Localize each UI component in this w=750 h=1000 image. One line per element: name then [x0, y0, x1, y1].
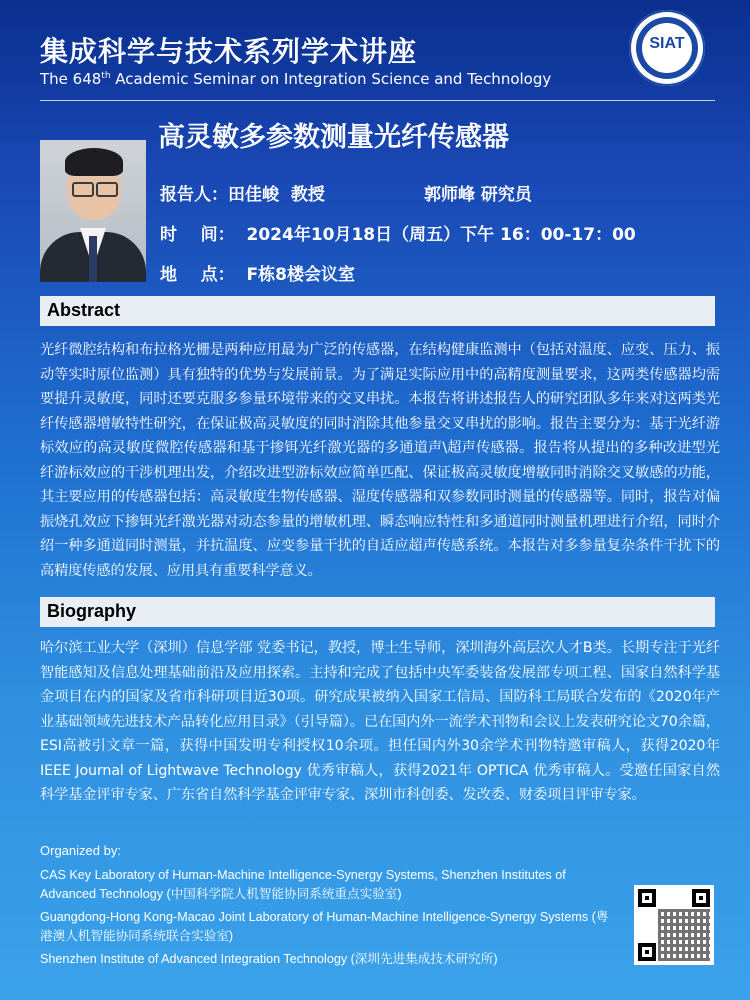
- series-sub-post: Academic Seminar on Integration Science and Technology: [110, 70, 552, 88]
- abstract-heading-bar: [40, 296, 715, 326]
- time-line: 时 间： 2024年10月18日（周五）下午 16：00-17：00: [160, 225, 636, 245]
- series-sub-pre: The 648: [40, 70, 102, 88]
- biography-heading-bar: [40, 597, 715, 627]
- biography-text: 哈尔滨工业大学（深圳）信息学部 党委书记，教授，博士生导师，深圳海外高层次人才B类。长期专注于光纤智能感知及信息处理基础前沿及应用探索。主持和完成了包括中央军委装备发展部专项工程、国家自然科学基金项目在内的国家及省市科研项目近30项。研究成果被纳入国家工信局、国防科工局联合发布的《2020年产业基础领域先进技术产品转化应用目录》（引导篇）。已在国内外一流学术刊物和会议上发表研究论文70余篇，ESI高被引文章一篇，获得中国发明专利授权10余项。担任国内外30余学术刊物特邀审稿人，获得2020年IEEE Journal of Lightwave Technology 优秀审稿人，获得2021年 OPTICA 优秀审稿人。受邀任国家自然科学基金评审专家、广东省自然科学基金评审专家、深圳市科创委、发改委、财委项目评审专家。: [40, 640, 720, 803]
- series-sub-sup: th: [101, 71, 111, 81]
- series-subtitle: [40, 70, 551, 88]
- speaker-photo: [40, 140, 146, 282]
- siat-logo: [629, 10, 705, 86]
- logo-text: SIAT: [649, 35, 685, 52]
- speaker-line: 报告人：田佳峻 教授: [160, 185, 325, 205]
- biography-heading: Biography: [47, 601, 137, 621]
- qr-finder: [638, 943, 656, 961]
- qr-modules: [658, 909, 710, 961]
- organizers-label: Organized by:: [40, 843, 121, 858]
- organizer-2: Guangdong-Hong Kong-Macao Joint Laboratory of Human-Machine Intelligence-Synergy Systems (粤港澳人机智能协同系统联合实验室): [40, 910, 609, 943]
- header-divider: [40, 100, 715, 101]
- series-title: 集成科学与技术系列学术讲座: [40, 35, 418, 68]
- photo-tie: [89, 236, 97, 282]
- place-line: 地 点： F栋8楼会议室: [160, 265, 355, 285]
- qr-code: [634, 885, 714, 965]
- photo-glasses-right: [96, 182, 118, 197]
- organizer-1: CAS Key Laboratory of Human-Machine Intelligence-Synergy Systems, Shenzhen Institutes of Advanced Technology (中国科学院人机智能协同系统重点实验室): [40, 868, 566, 901]
- organizer-3: Shenzhen Institute of Advanced Integration Technology (深圳先进集成技术研究所): [40, 952, 498, 966]
- speaker-2: 郭师峰 研究员: [424, 185, 532, 205]
- qr-finder: [692, 889, 710, 907]
- photo-glasses-left: [72, 182, 94, 197]
- abstract-heading: Abstract: [47, 300, 121, 320]
- talk-title: 高灵敏多参数测量光纤传感器: [158, 122, 509, 153]
- abstract-text: 光纤微腔结构和布拉格光栅是两种应用最为广泛的传感器，在结构健康监测中（包括对温度、应变、压力、振动等实时原位监测）具有独特的优势与发展前景。为了满足实际应用中的高精度测量要求，这两类传感器均需要提升灵敏度，同时还要克服多参量环境带来的交叉串扰。本报告将讲述报告人的研究团队多年来对这两类光纤传感器增敏特性研究，在保证极高灵敏度的同时消除其他参量交叉串扰的影响。报告主要分为：基于光纤游标效应的高灵敏度微腔传感器和基于掺铒光纤激光器的多通道声\超声传感器。报告将从提出的多种改进型光纤游标效应的干涉机理出发，介绍改进型游标效应简单匹配、保证极高灵敏度增敏同时消除交叉敏感的功能，其主要应用的传感器包括：高灵敏度生物传感器、湿度传感器和双参数同时测量的传感器等。同时，报告对偏振烧孔效应下掺铒光纤激光器对动态参量的增敏机理、瞬态响应特性和多通道同时测量机理进行介绍，同时介绍一种多通道同时测量，并抗温度、应变参量干扰的自适应超声传感系统。本报告对多参量复杂条件干扰下的高精度传感的发展、应用具有重要科学意义。: [40, 342, 720, 579]
- qr-finder: [638, 889, 656, 907]
- photo-hair: [65, 148, 123, 176]
